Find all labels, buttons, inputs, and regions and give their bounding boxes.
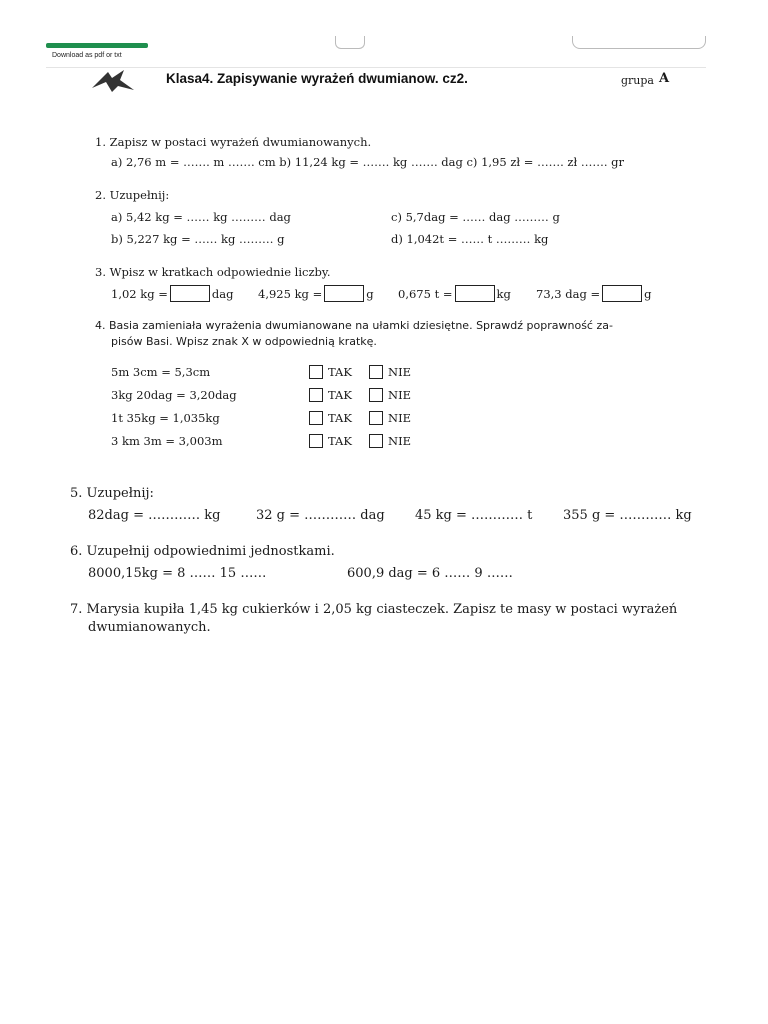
grupa-label: grupa bbox=[621, 74, 654, 87]
nie-checkbox[interactable] bbox=[369, 388, 383, 402]
tak-checkbox[interactable] bbox=[309, 365, 323, 379]
q5-label: 5. Uzupełnij: bbox=[70, 486, 154, 501]
q3-label: 3. Wpisz w kratkach odpowiednie liczby. bbox=[95, 265, 331, 279]
q6-item-left: 8000,15kg = 8 …… 15 …… bbox=[88, 566, 267, 581]
q3-item-1-unit: dag bbox=[211, 287, 234, 301]
tak-label: TAK bbox=[328, 365, 352, 379]
q6-label: 6. Uzupełnij odpowiednimi jednostkami. bbox=[70, 544, 335, 559]
tak-label: TAK bbox=[328, 411, 352, 425]
q7-line2: dwumianowanych. bbox=[88, 620, 211, 635]
q3-item-3 bbox=[398, 285, 511, 302]
q4-row-3: 1t 35kg = 1,035kg bbox=[111, 411, 220, 425]
header-divider bbox=[46, 67, 706, 68]
q5-item-2: 32 g = ………… dag bbox=[256, 508, 385, 523]
download-bar[interactable] bbox=[46, 43, 148, 48]
viewer-tab-small[interactable] bbox=[335, 36, 365, 49]
q4-row-4: 3 km 3m = 3,003m bbox=[111, 434, 223, 448]
nie-label: NIE bbox=[388, 388, 411, 402]
q3-item-2-unit: g bbox=[366, 287, 374, 301]
q2-item-a: a) 5,42 kg = …… kg ……… dag bbox=[111, 210, 291, 224]
publisher-logo-icon bbox=[90, 68, 136, 94]
answer-box[interactable] bbox=[324, 285, 364, 302]
q5-item-4: 355 g = ………… kg bbox=[563, 508, 692, 523]
q6-item-right: 600,9 dag = 6 …… 9 …… bbox=[347, 566, 513, 581]
q3-item-2-lhs: 4,925 kg = bbox=[258, 287, 323, 301]
q3-item-4-lhs: 73,3 dag = bbox=[536, 287, 601, 301]
q4-label-line1: 4. Basia zamieniała wyrażenia dwumianowane na ułamki dziesiętne. Sprawdź poprawność za- bbox=[95, 319, 613, 332]
q3-item-3-lhs: 0,675 t = bbox=[398, 287, 453, 301]
q4-row-1: 5m 3cm = 5,3cm bbox=[111, 365, 211, 379]
nie-checkbox[interactable] bbox=[369, 365, 383, 379]
q1-items: a) 2,76 m = ……. m ……. cm b) 11,24 kg = ……. kg ……. dag c) 1,95 zł = ……. zł ……. gr bbox=[111, 155, 624, 169]
q2-item-b: b) 5,227 kg = …… kg ……… g bbox=[111, 232, 285, 246]
tak-checkbox[interactable] bbox=[309, 411, 323, 425]
tak-checkbox[interactable] bbox=[309, 434, 323, 448]
answer-box[interactable] bbox=[455, 285, 495, 302]
q3-item-4-unit: g bbox=[644, 287, 652, 301]
page-title: Klasa4. Zapisywanie wyrażeń dwumianow. cz2. bbox=[166, 71, 468, 86]
tak-label: TAK bbox=[328, 434, 352, 448]
q5-item-1: 82dag = ………… kg bbox=[88, 508, 221, 523]
q3-item-2 bbox=[258, 285, 374, 302]
nie-label: NIE bbox=[388, 411, 411, 425]
q4-row-2: 3kg 20dag = 3,20dag bbox=[111, 388, 237, 402]
answer-box[interactable] bbox=[602, 285, 642, 302]
nie-label: NIE bbox=[388, 434, 411, 448]
q5-item-3: 45 kg = ………… t bbox=[415, 508, 533, 523]
q3-item-4 bbox=[536, 285, 652, 302]
q1-label: 1. Zapisz w postaci wyrażeń dwumianowanych. bbox=[95, 135, 372, 149]
nie-label: NIE bbox=[388, 365, 411, 379]
nie-checkbox[interactable] bbox=[369, 411, 383, 425]
answer-box[interactable] bbox=[170, 285, 210, 302]
download-link[interactable]: Download as pdf or txt bbox=[52, 52, 122, 59]
grupa-value: A bbox=[659, 71, 670, 86]
q3-item-1-lhs: 1,02 kg = bbox=[111, 287, 168, 301]
q7-line1: 7. Marysia kupiła 1,45 kg cukierków i 2,05 kg ciasteczek. Zapisz te masy w postaci wyrażeń bbox=[70, 602, 678, 617]
q2-label: 2. Uzupełnij: bbox=[95, 188, 170, 202]
q3-item-3-unit: kg bbox=[496, 287, 511, 301]
tak-checkbox[interactable] bbox=[309, 388, 323, 402]
viewer-tab-wide[interactable] bbox=[572, 36, 706, 49]
nie-checkbox[interactable] bbox=[369, 434, 383, 448]
q3-item-1 bbox=[111, 285, 233, 302]
tak-label: TAK bbox=[328, 388, 352, 402]
q4-label-line2: pisów Basi. Wpisz znak X w odpowiednią kratkę. bbox=[111, 335, 377, 348]
q2-item-c: c) 5,7dag = …… dag ……… g bbox=[391, 210, 560, 224]
q2-item-d: d) 1,042t = …… t ……… kg bbox=[391, 232, 549, 246]
